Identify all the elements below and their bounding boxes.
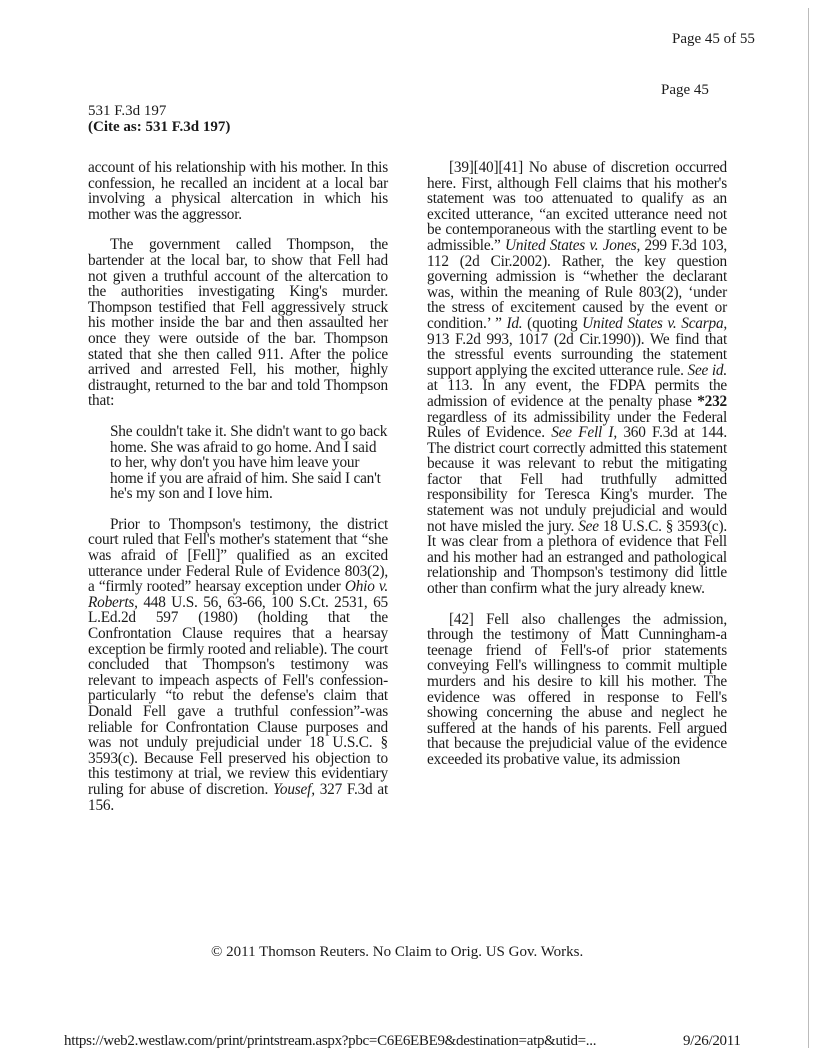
print-url: https://web2.westlaw.com/print/printstream.aspx?pbc=C6E6EBE9&destination=atp&utid=... — [64, 1033, 597, 1049]
text: 360 F.3d at 144. The district court correctly admitted this statement because it was relevant to rebut the mitigating factor that Fell had truthfully admitted responsibility for Teresca King's murder. The statement was not unduly prejudicial and would not have misled the jury. — [427, 424, 727, 535]
left-column — [88, 160, 388, 813]
reporter-citation: 531 F.3d 197 — [88, 103, 167, 119]
case-name: Ohio v. Roberts, — [88, 578, 388, 611]
case-name: Id. — [506, 314, 523, 332]
right-page-border — [808, 8, 809, 1048]
page-of-indicator: Page 45 of 55 — [672, 31, 755, 47]
cite-as: (Cite as: 531 F.3d 197) — [88, 119, 231, 135]
text: 913 F.2d 993, 1017 (2d Cir.1990)). We find that the stressful events surrounding the statement support applying the excited utterance rule. — [427, 330, 727, 379]
right-column — [427, 160, 727, 768]
text: 18 U.S.C. § 3593(c). It was clear from a plethora of evidence that Fell and his mother had an estranged and pathological relationship and Thompson's testimony did little other than confirm what the jury already knew. — [427, 517, 728, 598]
case-name: United States v. Jones, — [504, 236, 641, 254]
block-quote: She couldn't take it. She didn't want to go back home. She was afraid to go home. And I said to her, why don't you have him leave your home if you are afraid of him. She said I can't he's my son and I love him. — [110, 422, 388, 503]
text: regardless of its admissibility under the Federal Rules of Evidence. — [427, 408, 727, 442]
paragraph: [42] Fell also challenges the admission, through the testimony of Matt Cunningham-a teenage friend of Fell's-of prior statements conveying Fell's willingness to commit multiple murders and his desire to kill his mother. The evidence was offered in response to Fell's showing concerning the abuse and neglect he suffered at the hands of his parents. Fell argued that because the prejudicial value of the evidence exceeded its probative value, its admission — [427, 610, 727, 768]
paragraph — [88, 517, 388, 813]
paragraph — [427, 160, 727, 597]
paragraph: account of his relationship with his mother. In this confession, he recalled an incident at a local bar involving a physical altercation in which his mother was the aggressor. — [88, 159, 388, 223]
page-number: Page 45 — [661, 82, 709, 98]
text: 448 U.S. 56, 63-66, 100 S.Ct. 2531, 65 L.Ed.2d 597 (1980) (holding that the Confrontation Clause requires that a hearsay exception be firmly rooted and reliable). The court concluded that Thompson's testimony was relevant to impeach aspects of Fell's confession-particularly “to rebut the defense's claim that Donald Fell gave a truthful confession”-was reliable for Confrontation Clause purposes and was not unduly prejudicial under 18 U.S.C. § 3593(c). Because Fell preserved his objection to this testimony at trial, we review this evidentiary ruling for abuse of discretion. — [88, 593, 388, 798]
print-date: 9/26/2011 — [683, 1033, 741, 1049]
case-name: Yousef, — [273, 780, 315, 798]
text: Prior to Thompson's testimony, the district court ruled that Fell's mother's statement that “she was afraid of [Fell]” qualified as an excited utterance under Federal Rule of Evidence 803(2), a “firmly rooted” hearsay exception under — [88, 515, 388, 596]
paragraph: The government called Thompson, the bartender at the local bar, to show that Fell had not given a truthful account of the altercation to the authorities investigating King's murder. Thompson testified that Fell aggressively struck his mother inside the bar and then assaulted her once they were outside of the bar. Thompson stated that she then called 911. After the police arrived and arrested Fell, his mother, highly distraught, returned to the bar and told Thompson that: — [88, 236, 388, 410]
text: (quoting — [527, 314, 578, 332]
star-page: *232 — [697, 392, 727, 410]
text: 327 F.3d at 156. — [88, 780, 388, 814]
text: 299 F.3d 103, 112 (2d Cir.2002). Rather, the key question governing admission is “whether the declarant was, within the meaning of Rule 803(2), ‘under the stress of excitement caused by the event or condition.’ ” — [427, 236, 728, 332]
text: [39][40][41] No abuse of discretion occurred here. First, although Fell claims that his mother's statement was too attenuated to qualify as an excited utterance, “an excited utterance need not be contemporaneous with the startling event to be admissible.” — [427, 159, 727, 254]
case-name: See Fell I, — [551, 424, 617, 442]
case-name: See id. — [687, 361, 727, 379]
text: at 113. In any event, the FDPA permits the admission of evidence at the penalty phase — [427, 377, 727, 410]
copyright-notice: © 2011 Thomson Reuters. No Claim to Orig. US Gov. Works. — [211, 944, 584, 960]
case-name: See — [578, 517, 599, 535]
case-name: United States v. Scarpa, — [582, 314, 728, 332]
